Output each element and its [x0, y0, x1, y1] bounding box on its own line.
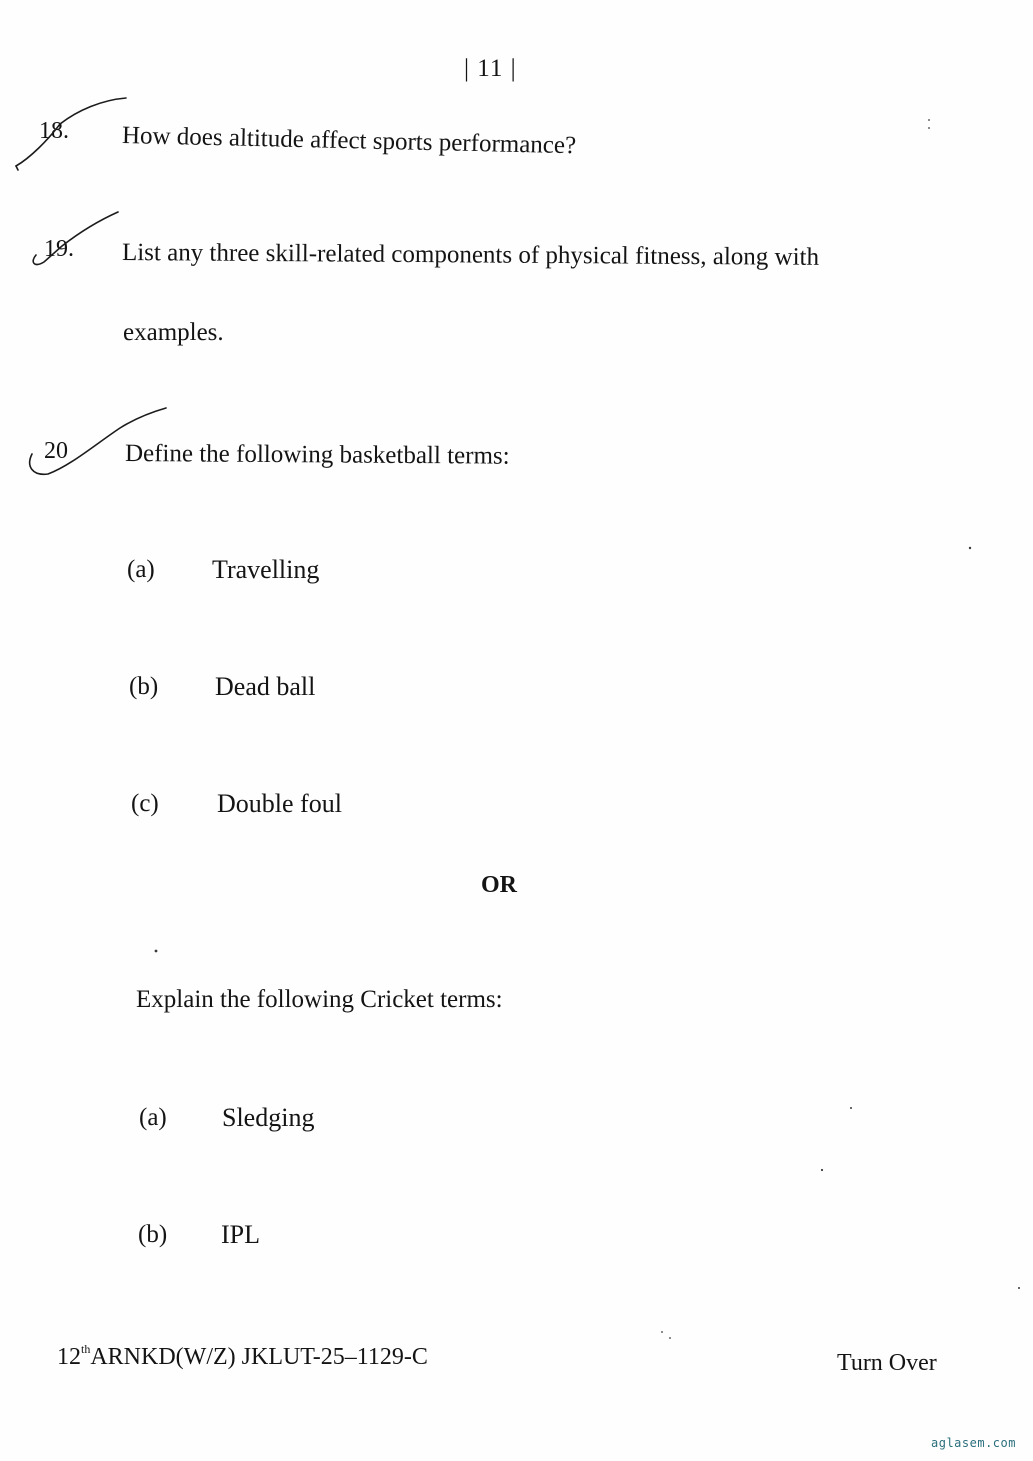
or-divider: OR — [481, 872, 517, 898]
tick-mark-19 — [33, 212, 118, 264]
option-letter: (b) — [138, 1221, 168, 1248]
speck — [1018, 1287, 1020, 1289]
speck — [821, 1169, 823, 1171]
option-letter: (b) — [129, 673, 159, 700]
option-text: Sledging — [222, 1103, 315, 1132]
option-text: Double foul — [217, 789, 342, 818]
option-text: IPL — [221, 1220, 260, 1249]
question-text: Define the following basketball terms: — [124, 440, 510, 470]
tick-mark-20 — [30, 408, 166, 474]
tick-mark-18 — [16, 98, 126, 166]
option-letter: (a) — [127, 556, 155, 583]
watermark: aglasem.com — [931, 1436, 1016, 1450]
paper-code-rest: ARNKD(W/Z) JKLUT-25–1129-C — [90, 1344, 428, 1370]
option-letter: (a) — [139, 1104, 167, 1131]
page-number: | 11 | — [464, 55, 517, 82]
question-number: 18. — [39, 118, 69, 144]
speck — [928, 127, 930, 129]
option-letter: (c) — [131, 790, 159, 817]
paper-code-prefix: 12 — [57, 1344, 81, 1370]
paper-code-superscript: th — [81, 1342, 91, 1356]
speck — [155, 950, 158, 953]
speck — [850, 1107, 852, 1109]
option-text: Dead ball — [215, 672, 316, 701]
question-text: List any three skill-related components of physical fitness, along with — [121, 239, 820, 271]
question-text: How does altitude affect sports performance? — [121, 122, 577, 160]
option-text: Travelling — [212, 555, 320, 584]
speck — [969, 547, 971, 549]
speck — [669, 1337, 671, 1339]
question-number: 19. — [44, 236, 74, 262]
speck — [661, 1331, 663, 1333]
question-text-continued: examples. — [123, 319, 224, 346]
question-number: 20 — [44, 438, 68, 464]
alternative-question-text: Explain the following Cricket terms: — [136, 986, 503, 1013]
speck — [928, 119, 930, 121]
turn-over-label: Turn Over — [837, 1350, 937, 1376]
tick-mark-18-tail — [16, 166, 18, 170]
